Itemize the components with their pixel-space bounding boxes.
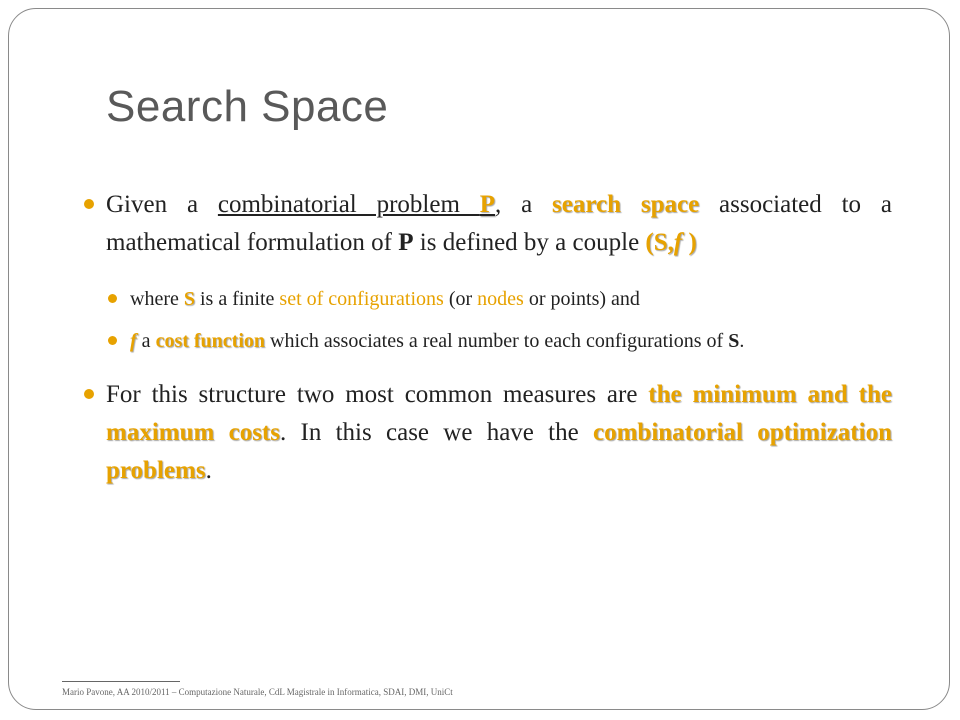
bullet-dot-icon [108,294,117,303]
highlight-term: nodes [477,288,524,310]
bullet-optimization [84,376,892,490]
text: is a finite [194,288,280,310]
text: Given a [106,191,218,218]
sub-bullet-configurations [108,284,892,314]
text: combinatorial problem [217,191,480,218]
bullet-dot-icon [84,199,94,209]
slide-content [84,186,892,512]
highlight-term: ) [682,229,697,256]
highlight-term: search space [552,191,700,218]
highlight-term: combinatorial optimization problems [106,419,892,484]
text: . In this case we have the [279,419,593,446]
highlight-term: f [673,229,683,256]
underlined-text [218,191,495,218]
highlight-term: set of configurations [279,288,444,310]
slide-footer: Mario Pavone, AA 2010/2011 – Computazione Naturale, CdL Magistrale in Informatica, SDAI, DMI, UniCt [62,687,453,697]
bullet-search-space [84,186,892,262]
text: , a [495,191,553,218]
slide-title: Search Space [106,82,389,131]
highlight-term: (S, [645,229,674,256]
footer-divider [62,681,180,682]
highlight-term: the minimum and the maximum costs [106,381,892,446]
text: For this structure two most common measures are [106,381,649,408]
highlight-term: S [183,288,195,310]
text: . [205,457,212,484]
text: or points) and [523,288,640,310]
highlight-term: cost function [155,330,266,352]
text: associated to a mathematical formulation of [106,191,892,256]
text: where [130,288,184,310]
text: a [136,330,156,352]
bullet-dot-icon [108,336,117,345]
bold-term: S [728,330,740,352]
text: which associates a real number to each configurations of [265,330,729,352]
bold-term: P [398,229,414,256]
highlight-term: P [479,191,496,218]
text: . [739,330,745,352]
sub-bullet-cost-function [108,326,892,356]
text: is defined by a couple [413,229,646,256]
text: (or [443,288,478,310]
bullet-dot-icon [84,389,94,399]
highlight-term: f [130,330,137,352]
